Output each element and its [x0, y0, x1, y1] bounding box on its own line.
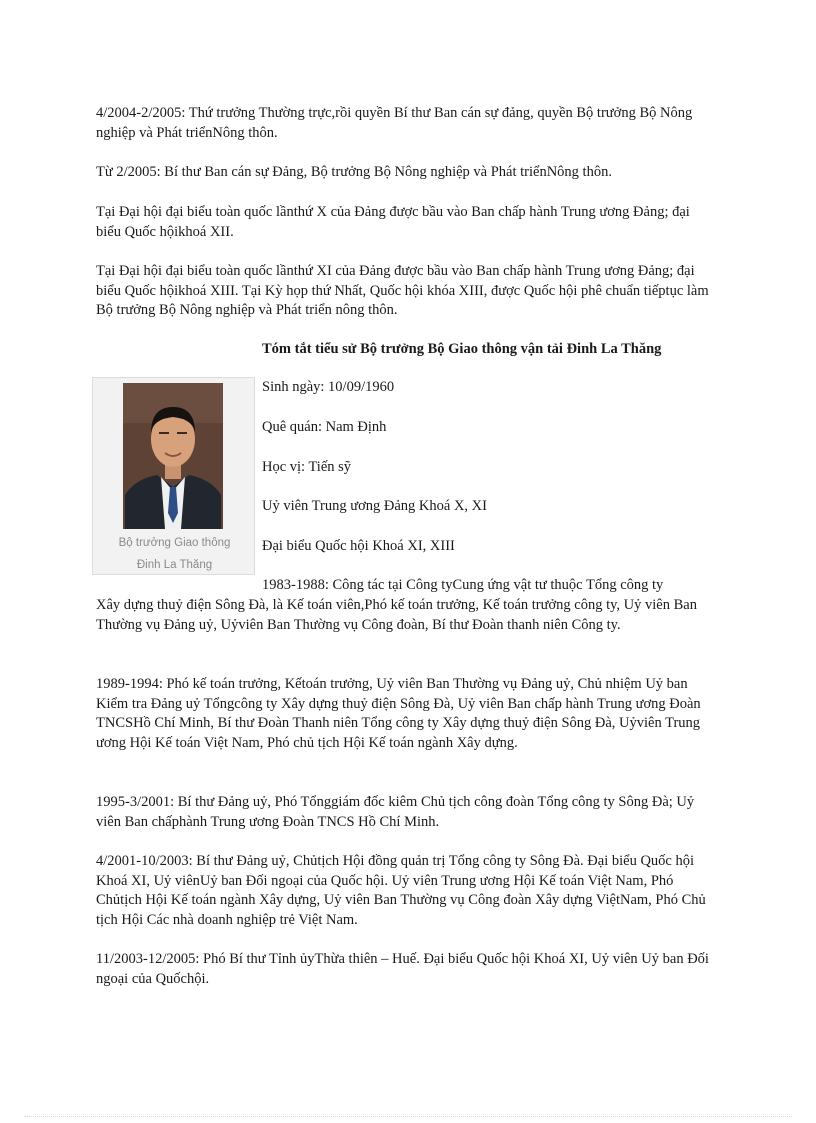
career-1989-1994: 1989-1994: Phó kế toán trưởng, Kếtoán trưởng, Uỷ viên Ban Thường vụ Đảng uỷ, Chủ nhiệm Uỷ ban Kiểm tra Đảng uỷ Tổngcông ty Xây dựng thuỷ điện Sông Đà, Uỷ viên Ban chấp hành Trung ương Đoàn TNCSHồ Chí Minh, Bí thư Đoàn Thanh niên Tổng công ty Xây dựng thuỷ điện Sông Đà, Uỷviên Trung ương Hội Kế toán Việt Nam, Phó chủ tịch Hội Kế toán ngành Xây dựng. [96, 676, 701, 751]
page-bottom-divider [24, 1116, 792, 1117]
portrait-illustration [123, 383, 223, 529]
paragraph-congress-xi: Tại Đại hội đại biểu toàn quốc lầnthứ XI của Đảng được bầu vào Ban chấp hành Trung ương Đảng; đại biểu Quốc hộikhoá XIII. Tại Kỳ họp thứ Nhất, Quốc hội khóa XIII, được Quốc hội phê chuẩn tiếptục làm Bộ trưởng Bộ Nông nghiệp và Phát triển nông thôn. [96, 263, 709, 319]
birth-date: Sinh ngày: 10/09/1960 [262, 379, 395, 395]
paragraph-2004-2005: 4/2004-2/2005: Thứ trưởng Thường trực,rồi quyền Bí thư Ban cán sự đảng, quyền Bộ trưởng Bộ Nông nghiệp và Phát triểnNông thôn. [96, 105, 693, 141]
paragraph-congress-x: Tại Đại hội đại biểu toàn quốc lầnthứ X của Đảng được bầu vào Ban chấp hành Trung ương Đảng; đại biểu Quốc hộikhoá XII. [96, 204, 690, 240]
photo-caption-name: Đinh La Thăng [136, 559, 213, 571]
career-2003-2005: 11/2003-12/2005: Phó Bí thư Tỉnh ủyThừa thiên – Huế. Đại biểu Quốc hội Khoá XI, Uỷ viên Uỷ ban Đối ngoại của Quốchội. [96, 951, 709, 987]
career-1983-1988-continued: Xây dựng thuỷ điện Sông Đà, là Kế toán viên,Phó kế toán trưởng, Kế toán trưởng công ty, Uỷ viên Ban Thường vụ Đảng uỷ, Uỷviên Ban Thường vụ Công đoàn, Bí thư Đoàn thanh niên Công ty. [96, 597, 697, 633]
paragraph-from-2005: Từ 2/2005: Bí thư Ban cán sự Đảng, Bộ trưởng Bộ Nông nghiệp và Phát triểnNông thôn. [96, 164, 612, 180]
career-1983-1988-first-line: 1983-1988: Công tác tại Công tyCung ứng vật tư thuộc Tổng công ty [262, 577, 664, 593]
portrait-photo [92, 377, 255, 575]
career-2001-2003: 4/2001-10/2003: Bí thư Đảng uỷ, Chủtịch Hội đồng quản trị Tổng công ty Sông Đà. Đại biểu Quốc hội Khoá XI, Uỷ viênUỷ ban Đối ngoại của Quốc hội. Uỷ viên Trung ương Hội Kế toán Việt Nam, Phó Chủtịch Hội Kế toán ngành Xây dựng, Uỷ viên Ban Thường vụ Công đoàn Xây dựng ViệtNam, Phó Chủ tịch Hội Các nhà doanh nghiệp trẻ Việt Nam. [96, 853, 706, 928]
national-assembly-deputy: Đại biểu Quốc hội Khoá XI, XIII [262, 538, 455, 554]
portrait-image [123, 383, 223, 529]
hometown: Quê quán: Nam Định [262, 419, 387, 435]
central-committee-member: Uỷ viên Trung ương Đảng Khoá X, XI [262, 498, 487, 514]
section-title: Tóm tắt tiểu sử Bộ trưởng Bộ Giao thông vận tải Đinh La Thăng [262, 341, 662, 357]
photo-caption-title: Bộ trưởng Giao thông [118, 537, 231, 549]
career-1995-2001: 1995-3/2001: Bí thư Đảng uỷ, Phó Tổnggiám đốc kiêm Chủ tịch công đoàn Tổng công ty Sông Đà; Uỷ viên Ban chấphành Trung ương Đoàn TNCS Hồ Chí Minh. [96, 794, 695, 830]
academic-degree: Học vị: Tiến sỹ [262, 459, 352, 475]
